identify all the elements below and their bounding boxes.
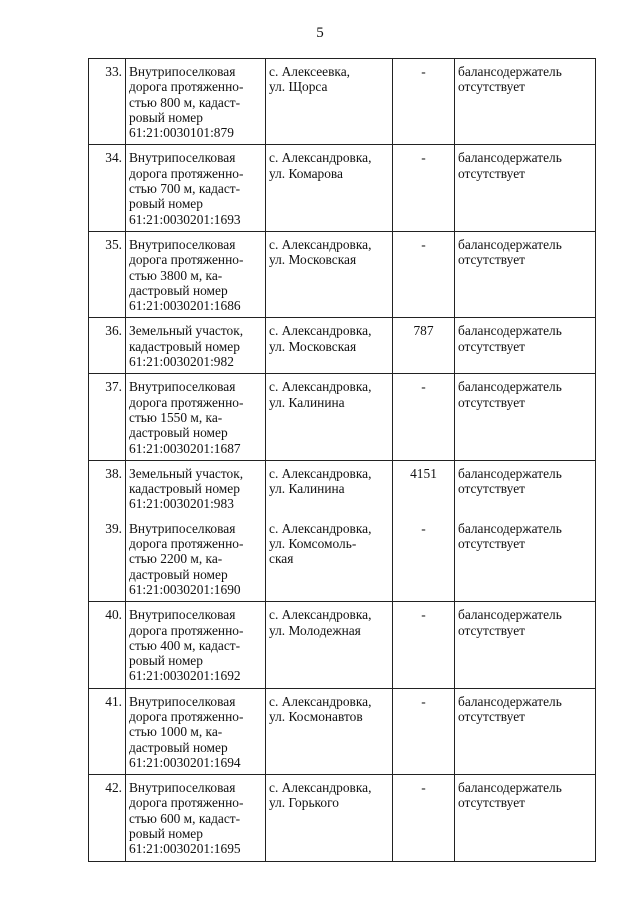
object-address: с. Александровка, ул. Молодежная	[266, 602, 393, 688]
object-address: с. Александровка, ул. Московская	[266, 231, 393, 317]
object-address: с. Александровка, ул. Калинина	[266, 374, 393, 460]
object-name: Внутрипоселковая дорога протяженно- стью 700 м, кадаст- ровый номер 61:21:0030201:1693	[126, 145, 266, 231]
balance-holder: балансодержатель отсутствует	[455, 516, 596, 602]
property-register-table	[88, 58, 596, 862]
object-address: с. Александровка, ул. Горького	[266, 775, 393, 861]
object-name: Земельный участок, кадастровый номер 61:21:0030201:982	[126, 318, 266, 374]
table-row	[89, 231, 596, 317]
row-number: 33.	[89, 59, 126, 145]
object-area: -	[393, 374, 455, 460]
row-number: 39.	[89, 516, 126, 602]
row-number: 34.	[89, 145, 126, 231]
object-area: -	[393, 602, 455, 688]
object-name: Внутрипоселковая дорога протяженно- стью 1550 м, ка- дастровый номер 61:21:0030201:1687	[126, 374, 266, 460]
object-name: Внутрипоселковая дорога протяженно- стью 1000 м, ка- дастровый номер 61:21:0030201:1694	[126, 688, 266, 774]
table-body	[89, 59, 596, 862]
table-row	[89, 145, 596, 231]
balance-holder: балансодержатель отсутствует	[455, 688, 596, 774]
object-name: Внутрипоселковая дорога протяженно- стью 2200 м, ка- дастровый номер 61:21:0030201:1690	[126, 516, 266, 602]
table-row	[89, 460, 596, 515]
table-row	[89, 374, 596, 460]
balance-holder: балансодержатель отсутствует	[455, 318, 596, 374]
row-number: 35.	[89, 231, 126, 317]
object-name: Внутрипоселковая дорога протяженно- стью 800 м, кадаст- ровый номер 61:21:0030101:879	[126, 59, 266, 145]
object-address: с. Александровка, ул. Космонавтов	[266, 688, 393, 774]
balance-holder: балансодержатель отсутствует	[455, 145, 596, 231]
table-row	[89, 688, 596, 774]
table-row	[89, 516, 596, 602]
row-number: 40.	[89, 602, 126, 688]
object-area: 4151	[393, 460, 455, 515]
balance-holder: балансодержатель отсутствует	[455, 231, 596, 317]
table-row	[89, 318, 596, 374]
balance-holder: балансодержатель отсутствует	[455, 602, 596, 688]
row-number: 38.	[89, 460, 126, 515]
object-address: с. Александровка, ул. Калинина	[266, 460, 393, 515]
object-address: с. Александровка, ул. Московская	[266, 318, 393, 374]
row-number: 41.	[89, 688, 126, 774]
object-name: Земельный участок, кадастровый номер 61:21:0030201:983	[126, 460, 266, 515]
object-address: с. Александровка, ул. Комарова	[266, 145, 393, 231]
balance-holder: балансодержатель отсутствует	[455, 59, 596, 145]
object-area: -	[393, 516, 455, 602]
balance-holder: балансодержатель отсутствует	[455, 460, 596, 515]
object-name: Внутрипоселковая дорога протяженно- стью 400 м, кадаст- ровый номер 61:21:0030201:1692	[126, 602, 266, 688]
object-name: Внутрипоселковая дорога протяженно- стью 600 м, кадаст- ровый номер 61:21:0030201:1695	[126, 775, 266, 861]
balance-holder: балансодержатель отсутствует	[455, 374, 596, 460]
object-address: с. Алексеевка, ул. Щорса	[266, 59, 393, 145]
object-area: 787	[393, 318, 455, 374]
object-address: с. Александровка, ул. Комсомоль- ская	[266, 516, 393, 602]
row-number: 42.	[89, 775, 126, 861]
object-area: -	[393, 688, 455, 774]
object-area: -	[393, 775, 455, 861]
table-row	[89, 59, 596, 145]
object-area: -	[393, 59, 455, 145]
table-row	[89, 602, 596, 688]
object-name: Внутрипоселковая дорога протяженно- стью 3800 м, ка- дастровый номер 61:21:0030201:1686	[126, 231, 266, 317]
page-number: 5	[316, 25, 324, 41]
row-number: 36.	[89, 318, 126, 374]
table-row	[89, 775, 596, 861]
row-number: 37.	[89, 374, 126, 460]
object-area: -	[393, 231, 455, 317]
object-area: -	[393, 145, 455, 231]
balance-holder: балансодержатель отсутствует	[455, 775, 596, 861]
